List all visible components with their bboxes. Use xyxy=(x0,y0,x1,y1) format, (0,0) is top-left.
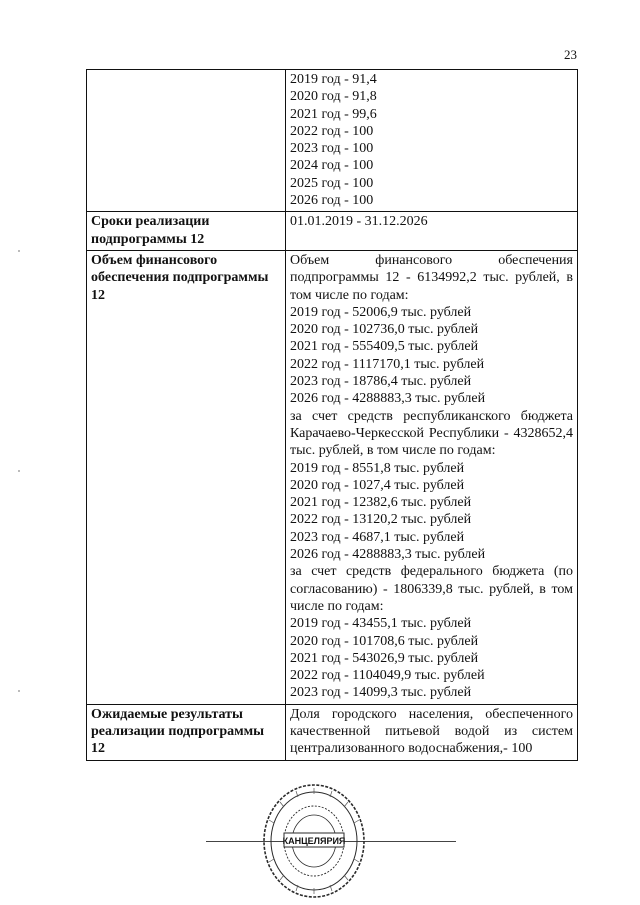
table-row xyxy=(87,212,578,251)
row-value-terms xyxy=(286,212,578,251)
federal-year-line: 2020 год - 101708,6 тыс. рублей xyxy=(290,633,479,649)
row-label-results: Ожидаемые результаты реализации подпрограммы 12 xyxy=(87,704,286,760)
federal-year-line: 2023 год - 14099,3 тыс. рублей xyxy=(290,685,472,701)
stamp-center-text: КАНЦЕЛЯРИЯ xyxy=(282,836,346,846)
financing-total-paragraph: Объем финансового обеспечения подпрограммы 12 - 6134992,2 тыс. рублей, в том числе по годам: xyxy=(290,252,573,303)
row-label-financing: Объем финансового обеспечения подпрограммы 12 xyxy=(87,250,286,704)
row-label-terms: Сроки реализации подпрограммы 12 xyxy=(87,212,286,251)
table-row xyxy=(87,704,578,760)
republican-budget-paragraph: за счет средств республиканского бюджета Карачаево-Черкесской Республики - 4328652,4 тыс. рублей, в том числе по годам: xyxy=(290,408,573,459)
row-label xyxy=(87,70,286,212)
federal-budget-paragraph: за счет средств федерального бюджета (по согласованию) - 1806339,8 тыс. рублей, в том числе по годам: xyxy=(290,564,573,614)
total-year-line: 2023 год - 18786,4 тыс. рублей xyxy=(290,374,472,390)
total-year-line: 2020 год - 102736,0 тыс. рублей xyxy=(290,322,479,338)
federal-year-line: 2022 год - 1104049,9 тыс. рублей xyxy=(290,668,485,684)
table-row xyxy=(87,250,578,704)
year-value-line: 2025 год - 100 xyxy=(290,175,374,191)
total-year-line: 2026 год - 4288883,3 тыс. рублей xyxy=(290,391,486,407)
federal-year-line: 2019 год - 43455,1 тыс. рублей xyxy=(290,616,472,632)
year-value-line: 2021 год - 99,6 xyxy=(290,106,377,122)
row-value-financing xyxy=(286,250,578,704)
office-seal-stamp xyxy=(262,782,366,900)
terms-value: 01.01.2019 - 31.12.2026 xyxy=(290,214,428,230)
results-paragraph: Доля городского населения, обеспеченного качественной питьевой водой из систем централизованного водоснабжения,- 100 xyxy=(290,706,573,757)
republican-year-line: 2023 год - 4687,1 тыс. рублей xyxy=(290,529,465,545)
row-value-results xyxy=(286,704,578,760)
subprogram-passport-table xyxy=(86,69,578,761)
republican-year-line: 2022 год - 13120,2 тыс. рублей xyxy=(290,512,472,528)
republican-year-line: 2020 год - 1027,4 тыс. рублей xyxy=(290,477,465,493)
year-value-line: 2020 год - 91,8 xyxy=(290,89,377,105)
scan-mark xyxy=(18,470,20,472)
page-number: 23 xyxy=(564,47,577,62)
republican-year-line: 2021 год - 12382,6 тыс. рублей xyxy=(290,495,472,511)
republican-year-line: 2026 год - 4288883,3 тыс. рублей xyxy=(290,547,486,563)
year-value-line: 2019 год - 91,4 xyxy=(290,72,377,87)
federal-year-line: 2021 год - 543026,9 тыс. рублей xyxy=(290,650,479,666)
total-year-line: 2022 год - 1117170,1 тыс. рублей xyxy=(290,356,485,372)
scan-mark xyxy=(18,690,20,692)
scan-mark xyxy=(18,250,20,252)
table-row xyxy=(87,70,578,212)
year-value-line: 2024 год - 100 xyxy=(290,158,374,174)
year-value-line: 2023 год - 100 xyxy=(290,141,374,157)
row-value xyxy=(286,70,578,212)
year-value-line: 2022 год - 100 xyxy=(290,123,374,139)
republican-year-line: 2019 год - 8551,8 тыс. рублей xyxy=(290,460,465,476)
year-value-line: 2026 год - 100 xyxy=(290,193,374,209)
total-year-line: 2019 год - 52006,9 тыс. рублей xyxy=(290,304,472,320)
total-year-line: 2021 год - 555409,5 тыс. рублей xyxy=(290,339,479,355)
